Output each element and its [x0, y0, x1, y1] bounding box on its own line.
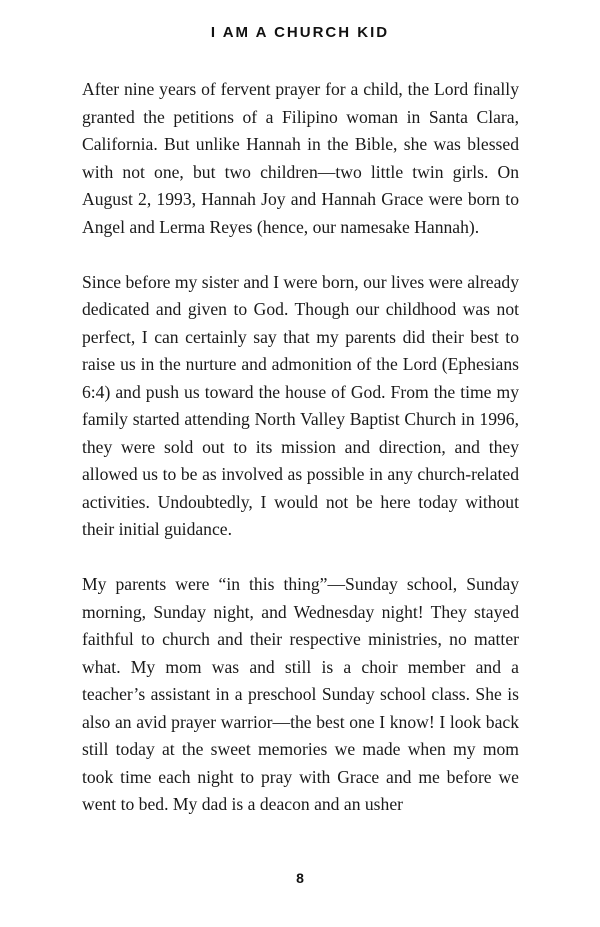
running-header: I AM A CHURCH KID — [210, 24, 390, 41]
body-text — [82, 76, 519, 819]
page-number: 8 — [296, 870, 304, 886]
paragraph-3: My parents were “in this thing”—Sunday school, Sunday morning, Sunday night, and Wednesday night! They stayed faithful to church and their respective ministries, no matter what. My mom was and still is a choir member and a teacher’s assistant in a preschool Sunday school class. She is also an avid prayer warrior—the best one I know! I look back still today at the sweet memories we made when my mom took time each night to pray with Grace and me before we went to bed. My dad is a deacon and an usher — [82, 574, 519, 814]
paragraph-2: Since before my sister and I were born, our lives were already dedicated and given to God. Though our childhood was not perfect, I can certainly say that my parents did their best to raise us in the nurture and admonition of the Lord (Ephesians 6:4) and push us toward the house of God. From the time my family started attending North Valley Baptist Church in 1996, they were sold out to its mission and direction, and they allowed us to be as involved as possible in any church-related activities. Undoubtedly, I would not be here today without their initial guidance. — [82, 271, 519, 539]
paragraph-1: After nine years of fervent prayer for a child, the Lord finally granted the petitions of a Filipino woman in Santa Clara, California. But unlike Hannah in the Bible, she was blessed with not one, but two children—two little twin girls. On August 2, 1993, Hannah Joy and Hannah Grace were born to Angel and Lerma Reyes (hence, our namesake Hannah). — [82, 79, 519, 237]
